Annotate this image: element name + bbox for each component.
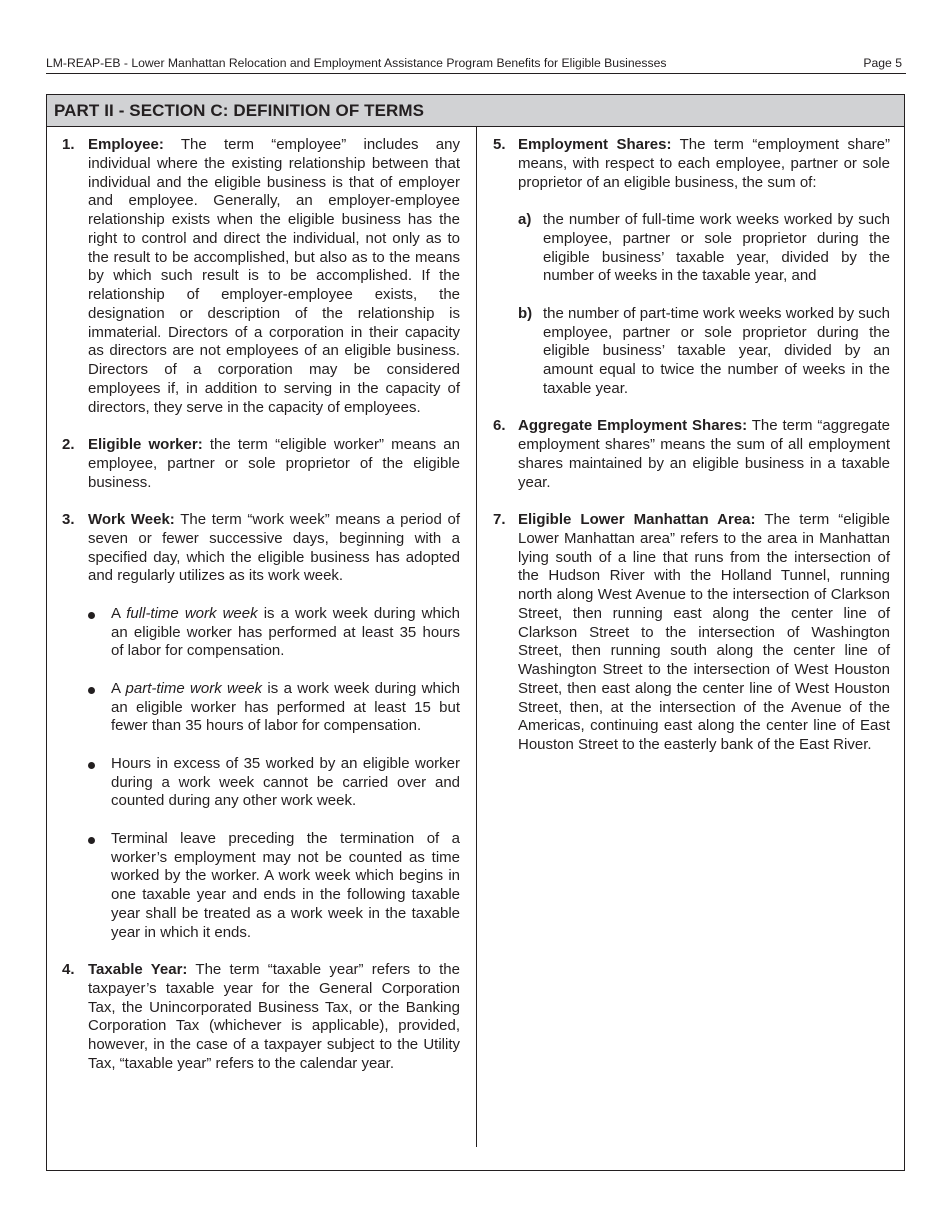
- section-title: PART II - SECTION C: DEFINITION OF TERMS: [47, 95, 904, 127]
- term-taxable-year: [60, 961, 460, 1074]
- term-employee: [60, 136, 460, 417]
- bullet-item: [88, 680, 460, 736]
- item-number: 7.: [493, 511, 506, 528]
- bullet-item: [88, 605, 460, 661]
- bullet-icon: [88, 687, 95, 694]
- page-number: Page 5: [863, 56, 902, 70]
- item-number: 6.: [493, 417, 506, 435]
- bullet-icon: [88, 837, 95, 844]
- bullet-item: [88, 755, 460, 811]
- term-employment-shares: [489, 136, 890, 399]
- term-aggregate-employment-shares: [489, 417, 890, 492]
- term-eligible-worker: [60, 436, 460, 492]
- bullet-item: [88, 830, 460, 943]
- term-label: Eligible Lower Manhattan Area:: [518, 511, 756, 528]
- sub-item-text: the number of part-time work weeks worked by such employee, partner or sole proprietor during the eligible business’ taxable year, divided by an amount equal to twice the number of weeks in the taxable year.: [543, 304, 890, 397]
- bullet-text: is a work week during which an eligible worker has performed at least 35 hours of labor for compensation.: [111, 604, 460, 660]
- sub-item-b: [518, 305, 890, 399]
- bullet-icon: [88, 762, 95, 769]
- sub-item-text: the number of full-time work weeks worked by such employee, partner or sole proprietor during the eligible business’ taxable year, divided by the number of weeks in the taxable year, and: [543, 211, 890, 285]
- bullet-text: A: [111, 604, 127, 622]
- term-text: The term “employee” includes any individual where the existing relationship between that individual and the eligible business is that of employer and employee. Generally, an employer-employee relationship exists when the eligible business has the right to control and direct the individual, not only as to the result to be accomplished, but also as to the means by which such result is to be accomplished. If the relationship of employer-employee exists, the designation or description of the relationship is immaterial. Directors of a corporation in their capacity as directors are not employees of an eligible business. Directors of a corporation may be considered employees if, in addition to serving in the capacity of directors, they serve in the capacity of employees.: [88, 136, 460, 416]
- left-column: [60, 136, 460, 1092]
- sub-item-letter: a): [518, 211, 532, 228]
- right-column: [489, 136, 890, 774]
- bullet-text: Terminal leave preceding the termination of a worker’s employment may not be counted as time worked by the worker. A work week which begins in one taxable year and ends in the following taxable year shall be treated as a work week in the taxable year in which it ends.: [111, 829, 460, 941]
- term-label: Eligible worker:: [88, 436, 203, 453]
- bullet-icon: [88, 612, 95, 619]
- term-text: The term “taxable year” refers to the taxpayer’s taxable year for the General Corporation Tax, the Unincorporated Business Tax, or the Banking Corporation Tax (whichever is applicable), provided, however, in the case of a taxpayer subject to the Utility Tax, “taxable year” refers to the calendar year.: [88, 961, 460, 1072]
- form-title: LM-REAP-EB - Lower Manhattan Relocation and Employment Assistance Program Benefits for Eligible Businesses: [46, 56, 667, 70]
- term-eligible-lower-manhattan-area: [489, 511, 890, 755]
- item-number: 2.: [62, 436, 75, 453]
- page-header: [46, 54, 906, 72]
- column-divider: [476, 127, 477, 1147]
- item-number: 5.: [493, 136, 506, 153]
- bullet-text: A: [111, 679, 126, 697]
- term-text: The term “aggregate employment shares” means the sum of all employment shares maintained by an eligible business in a taxable year.: [518, 417, 890, 491]
- item-number: 1.: [62, 136, 75, 153]
- bullet-emphasis: part-time work week: [125, 679, 263, 697]
- term-text: the term “eligible worker” means an employee, partner or sole proprietor of the eligible business.: [88, 436, 460, 491]
- term-label: Employee:: [88, 136, 164, 153]
- term-work-week: [60, 511, 460, 942]
- bullet-text: is a work week during which an eligible worker has performed at least 15 but fewer than 35 hours of labor for compensation.: [111, 679, 460, 735]
- sub-item-letter: b): [518, 304, 533, 322]
- term-label: Work Week:: [88, 511, 175, 528]
- item-number: 4.: [62, 961, 75, 978]
- bullet-text: Hours in excess of 35 worked by an eligible worker during a work week cannot be carried over and counted during any other work week.: [111, 754, 460, 810]
- sub-item-a: [518, 211, 890, 286]
- bullet-emphasis: full-time work week: [126, 604, 258, 622]
- term-label: Aggregate Employment Shares:: [518, 417, 748, 435]
- term-label: Employment Shares:: [518, 136, 672, 153]
- item-number: 3.: [62, 511, 75, 528]
- term-text: The term “employment share” means, with respect to each employee, partner or sole proprietor of an eligible business, the sum of:: [518, 136, 890, 191]
- header-rule: [46, 73, 906, 74]
- term-label: Taxable Year:: [88, 961, 188, 978]
- term-text: The term “work week” means a period of seven or fewer successive days, beginning with a specified day, which the eligible business has adopted and regularly utilizes as its work week.: [88, 511, 460, 585]
- term-text: The term “eligible Lower Manhattan area” refers to the area in Manhattan lying south of a line that runs from the intersection of the Hudson River with the Holland Tunnel, running north along West Avenue to the intersection of Clarkson Street, then running east along the center line of Clarkson Street to the intersection of Washington Street, then running south along the center line of Washington Street to the intersection of West Houston Street, then east along the center line of West Houston Street, then, at the intersection of the Avenue of the Americas, continuing east along the center line of East Houston Street to the easterly bank of the East River.: [518, 511, 890, 753]
